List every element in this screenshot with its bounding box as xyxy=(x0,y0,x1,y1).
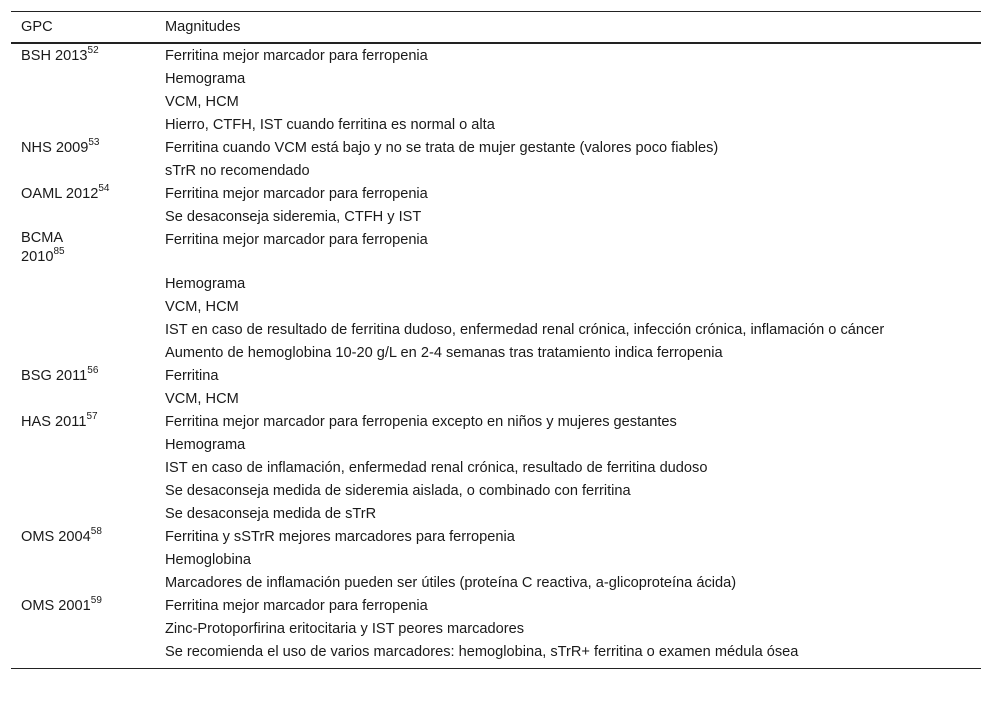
table-row xyxy=(11,273,981,296)
magnitude-cell: Hemoglobina xyxy=(165,552,251,568)
table-row xyxy=(11,183,981,206)
table-row xyxy=(11,595,981,618)
gpc-name: NHS 2009 xyxy=(21,140,89,156)
gpc-cell xyxy=(11,229,165,273)
gpc-label xyxy=(21,137,100,156)
gpc-name: OMS 2001 xyxy=(21,598,91,614)
reference-number: 54 xyxy=(98,183,110,195)
table-row xyxy=(11,503,981,526)
gpc-label xyxy=(21,365,99,384)
gpc-cell xyxy=(11,480,165,503)
table-row xyxy=(11,137,981,160)
gpc-name: OMS 2004 xyxy=(21,529,91,545)
header-magnitudes: Magnitudes xyxy=(165,18,241,35)
magnitude-cell: IST en caso de resultado de ferritina dudoso, enfermedad renal crónica, infección crónica, inflamación o cáncer xyxy=(165,322,885,338)
table-row xyxy=(11,206,981,229)
gpc-cell xyxy=(11,68,165,91)
gpc-cell xyxy=(11,319,165,342)
gpc-cell xyxy=(11,526,165,549)
table-row xyxy=(11,411,981,434)
table-row xyxy=(11,296,981,319)
gpc-cell xyxy=(11,411,165,434)
magnitude-cell: Hemograma xyxy=(165,71,246,87)
gpc-cell xyxy=(11,457,165,480)
table-row xyxy=(11,229,981,273)
header-gpc: GPC xyxy=(21,18,53,35)
table-row xyxy=(11,91,981,114)
reference-number: 57 xyxy=(86,411,98,423)
magnitude-cell: Marcadores de inflamación pueden ser útiles (proteína C reactiva, a-glicoproteína ácida) xyxy=(165,575,737,591)
magnitude-cell: Hemograma xyxy=(165,437,246,453)
gpc-name: HAS 2011 xyxy=(21,414,87,430)
table-row xyxy=(11,160,981,183)
magnitude-cell: Zinc-Protoporfirina eritocitaria y IST peores marcadores xyxy=(165,621,525,637)
table-row xyxy=(11,319,981,342)
gpc-cell xyxy=(11,365,165,388)
gpc-cell xyxy=(11,206,165,229)
reference-number: 56 xyxy=(87,365,99,377)
table-row xyxy=(11,114,981,137)
magnitude-cell: Ferritina cuando VCM está bajo y no se trata de mujer gestante (valores poco fiables) xyxy=(165,140,719,156)
reference-number: 58 xyxy=(90,526,102,538)
gpc-cell xyxy=(11,296,165,319)
table-row xyxy=(11,572,981,595)
magnitude-cell: Ferritina xyxy=(165,368,219,384)
magnitude-cell: Ferritina mejor marcador para ferropenia xyxy=(165,598,428,614)
magnitude-cell: VCM, HCM xyxy=(165,299,239,315)
table-row xyxy=(11,365,981,388)
gpc-cell xyxy=(11,641,165,669)
gpc-cell xyxy=(11,91,165,114)
magnitude-cell: Se recomienda el uso de varios marcadores: hemoglobina, sTrR+ ferritina o examen médula ósea xyxy=(165,644,799,660)
gpc-cell xyxy=(11,572,165,595)
table-row xyxy=(11,641,981,669)
magnitude-cell: VCM, HCM xyxy=(165,94,239,110)
magnitude-cell: Ferritina mejor marcador para ferropenia xyxy=(165,48,428,64)
gpc-cell xyxy=(11,114,165,137)
magnitude-cell: Se desaconseja medida de sideremia aislada, o combinado con ferritina xyxy=(165,483,631,499)
reference-number: 85 xyxy=(53,246,65,258)
magnitude-cell: Ferritina y sSTrR mejores marcadores para ferropenia xyxy=(165,529,515,545)
table-row xyxy=(11,618,981,641)
table-row xyxy=(11,388,981,411)
table-row xyxy=(11,549,981,572)
gpc-name: BSG 2011 xyxy=(21,368,88,384)
gpc-cell xyxy=(11,549,165,572)
magnitude-cell: VCM, HCM xyxy=(165,391,239,407)
gpc-cell xyxy=(11,618,165,641)
magnitude-cell: IST en caso de inflamación, enfermedad renal crónica, resultado de ferritina dudoso xyxy=(165,460,708,476)
gpc-cell xyxy=(11,595,165,618)
table-row xyxy=(11,434,981,457)
reference-number: 59 xyxy=(90,595,102,607)
magnitude-cell: Se desaconseja medida de sTrR xyxy=(165,506,377,522)
table-row xyxy=(11,526,981,549)
reference-number: 53 xyxy=(88,137,100,149)
magnitude-cell: Se desaconseja sideremia, CTFH y IST xyxy=(165,209,422,225)
table-row xyxy=(11,43,981,68)
gpc-cell xyxy=(11,160,165,183)
table-row xyxy=(11,457,981,480)
magnitude-cell: Hierro, CTFH, IST cuando ferritina es normal o alta xyxy=(165,117,495,133)
table-body xyxy=(11,43,981,669)
gpc-cell xyxy=(11,503,165,526)
magnitude-cell: sTrR no recomendado xyxy=(165,163,310,179)
gpc-label xyxy=(21,229,81,267)
table-row xyxy=(11,68,981,91)
magnitude-cell: Aumento de hemoglobina 10-20 g/L en 2-4 semanas tras tratamiento indica ferropenia xyxy=(165,345,723,361)
magnitude-cell: Ferritina mejor marcador para ferropenia xyxy=(165,232,428,248)
gpc-label xyxy=(21,183,110,202)
magnitude-cell: Ferritina mejor marcador para ferropenia xyxy=(165,186,428,202)
header-row xyxy=(11,12,981,44)
reference-number: 52 xyxy=(87,45,99,57)
gpc-cell xyxy=(11,273,165,296)
table-row xyxy=(11,480,981,503)
gpc-cell xyxy=(11,388,165,411)
magnitude-cell: Hemograma xyxy=(165,276,246,292)
gpc-label xyxy=(21,526,102,545)
gpc-cell xyxy=(11,434,165,457)
gpc-name: OAML 2012 xyxy=(21,186,99,202)
gpc-label xyxy=(21,411,98,430)
guidelines-table xyxy=(11,11,981,669)
gpc-cell xyxy=(11,137,165,160)
gpc-cell xyxy=(11,183,165,206)
gpc-name: BSH 2013 xyxy=(21,48,88,64)
gpc-label xyxy=(21,595,102,614)
gpc-cell xyxy=(11,43,165,68)
gpc-name: BCMA 2010 xyxy=(21,230,63,265)
gpc-label xyxy=(21,45,99,64)
gpc-cell xyxy=(11,342,165,365)
magnitude-cell: Ferritina mejor marcador para ferropenia excepto en niños y mujeres gestantes xyxy=(165,414,677,430)
table-row xyxy=(11,342,981,365)
